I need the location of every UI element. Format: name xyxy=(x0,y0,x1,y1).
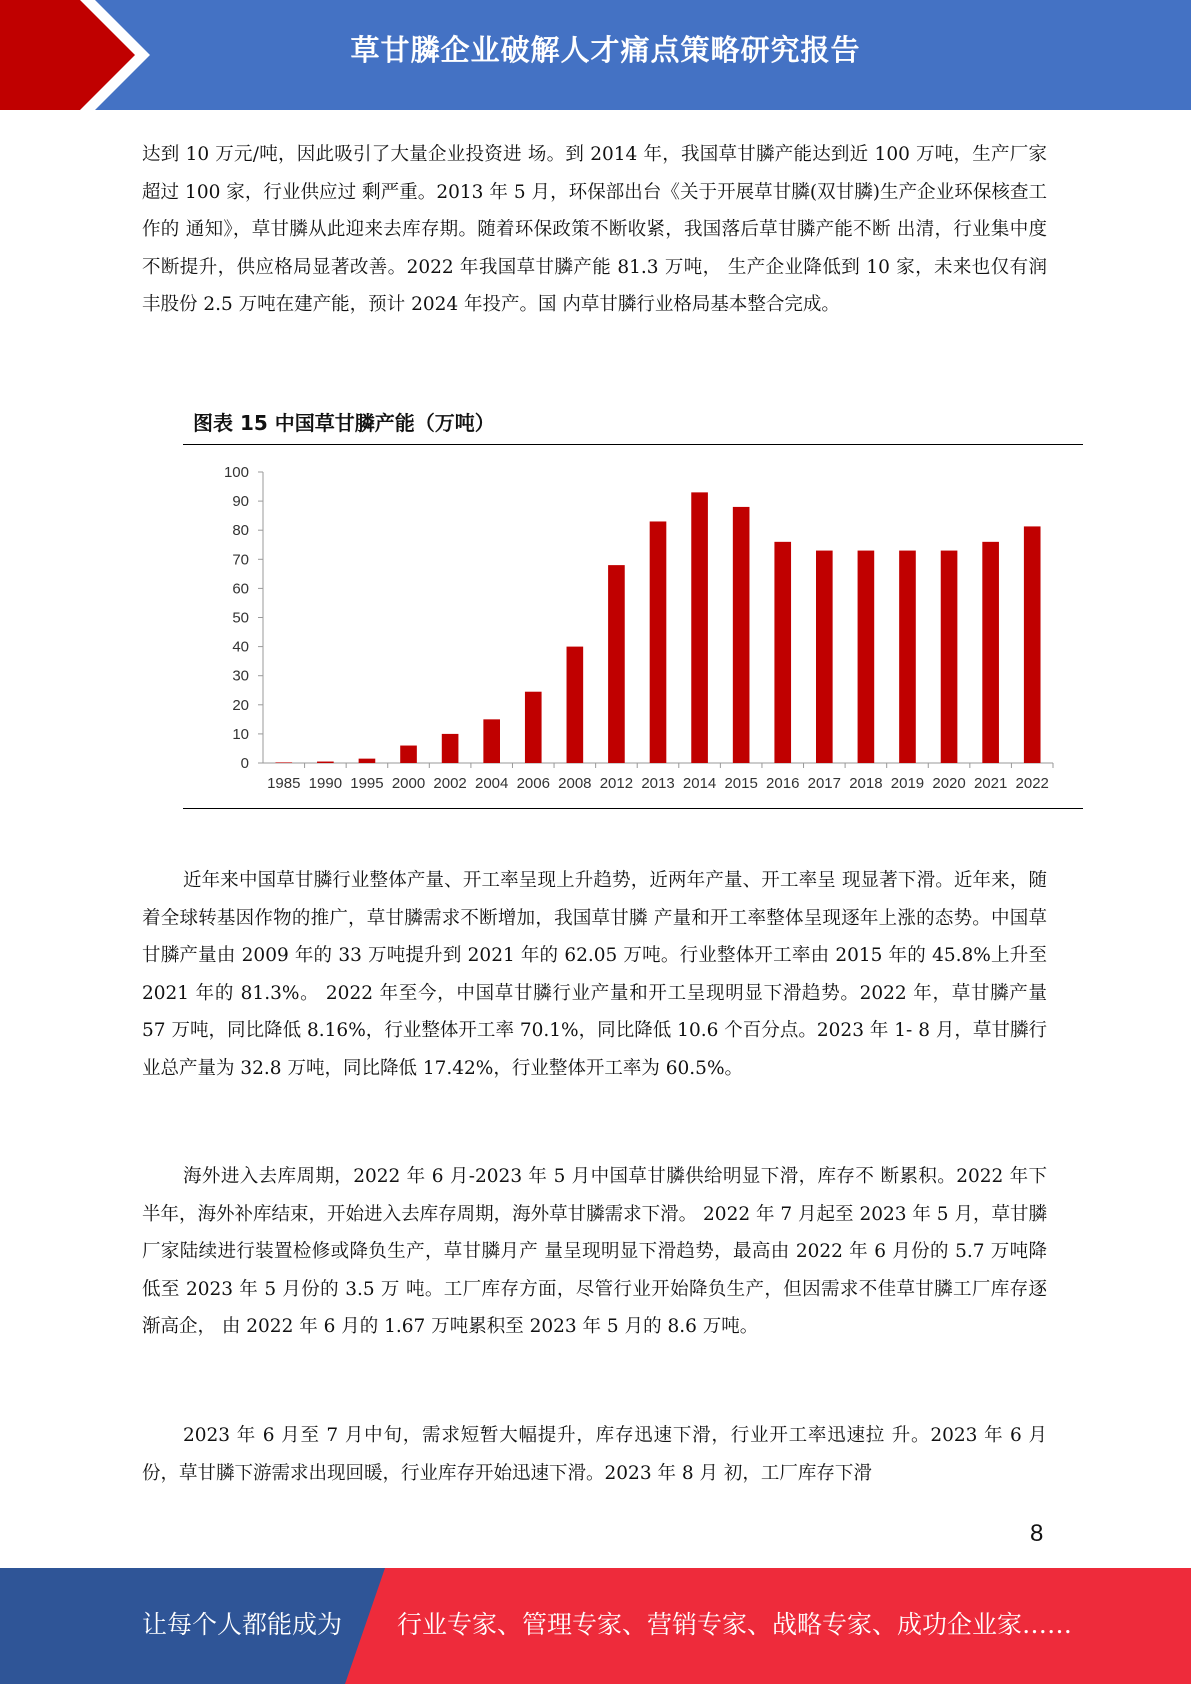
y-tick-label: 100 xyxy=(223,464,249,481)
bar-2022 xyxy=(1024,526,1041,763)
bar-2017 xyxy=(816,551,833,763)
x-tick-label: 1985 xyxy=(267,775,301,792)
bar-2014 xyxy=(691,492,708,763)
y-tick-label: 0 xyxy=(240,755,249,772)
bar-2012 xyxy=(608,565,625,763)
y-tick-label: 20 xyxy=(232,696,249,714)
footer-slogan-right: 行业专家、管理专家、营销专家、战略专家、成功企业家…… xyxy=(397,1610,1073,1639)
x-tick-label: 2019 xyxy=(890,775,925,792)
page-footer xyxy=(0,1568,1191,1684)
paragraph-4: 2023 年 6 月至 7 月中旬，需求短暂大幅提升，库存迅速下滑，行业开工率迅速拉 升。2023 年 6 月份，草甘膦下游需求出现回暖，行业库存开始迅速下滑。2023 年 8 月 初，工厂库存下滑 xyxy=(142,1425,1047,1484)
y-tick-label: 10 xyxy=(232,725,249,743)
x-tick-label: 1995 xyxy=(350,775,384,792)
y-tick-label: 80 xyxy=(232,522,249,540)
y-tick-label: 70 xyxy=(232,551,249,569)
page-number: 8 xyxy=(1030,1520,1044,1547)
chart-bottom-rule xyxy=(183,808,1083,809)
bar-2008 xyxy=(567,647,584,763)
bar-2002 xyxy=(442,734,459,763)
x-tick-label: 2008 xyxy=(558,775,592,792)
bar-2000 xyxy=(400,746,417,763)
x-tick-label: 2022 xyxy=(1015,775,1049,792)
chart-title: 图表 15 中国草甘膦产能（万吨） xyxy=(193,411,495,435)
x-tick-label: 2000 xyxy=(391,775,426,792)
x-tick-label: 2002 xyxy=(433,775,467,792)
y-tick-label: 50 xyxy=(232,609,249,627)
bar-1985 xyxy=(275,762,292,763)
report-title: 草甘膦企业破解人才痛点策略研究报告 xyxy=(350,33,861,67)
bar-2004 xyxy=(483,719,500,763)
y-tick-label: 30 xyxy=(232,667,249,685)
bar-2016 xyxy=(774,542,791,763)
x-tick-label: 2017 xyxy=(807,775,842,792)
x-tick-label: 2013 xyxy=(641,775,675,792)
bar-2021 xyxy=(982,542,999,763)
x-tick-label: 2012 xyxy=(599,775,634,792)
x-tick-label: 2006 xyxy=(516,775,550,792)
bar-2020 xyxy=(941,551,958,763)
paragraph-1: 达到 10 万元/吨，因此吸引了大量企业投资进 场。到 2014 年，我国草甘膦产能达到近 100 万吨，生产厂家超过 100 家，行业供应过 剩严重。2013 年 5 月，环保部出台《关于开展草甘膦(双甘膦)生产企业环保核查工作的 通知》，草甘膦从此迎来去库存期。随着环保政策不断收紧，我国落后草甘膦产能不断 出清，行业集中度不断提升，供应格局显著改善。2022 年我国草甘膦产能 81.3 万吨， 生产企业降低到 10 家，未来也仅有润丰股份 2.5 万吨在建产能，预计 2024 年投产。国 内草甘膦行业格局基本整合完成。 xyxy=(142,144,1047,315)
y-tick-label: 40 xyxy=(232,638,249,656)
x-tick-label: 1990 xyxy=(308,775,343,792)
paragraph-3: 海外进入去库周期，2022 年 6 月-2023 年 5 月中国草甘膦供给明显下滑，库存不 断累积。2022 年下半年，海外补库结束，开始进入去库存周期，海外草甘膦需求下滑。 2022 年 7 月起至 2023 年 5 月，草甘膦厂家陆续进行装置检修或降负生产，草甘膦月产 量呈现明显下滑趋势，最高由 2022 年 6 月份的 5.7 万吨降低至 2023 年 5 月份的 3.5 万 吨。工厂库存方面，尽管行业开始降负生产，但因需求不佳草甘膦工厂库存逐渐高企， 由 2022 年 6 月的 1.67 万吨累积至 2023 年 5 月的 8.6 万吨。 xyxy=(142,1166,1047,1337)
y-tick-label: 90 xyxy=(232,493,249,511)
y-tick-label: 60 xyxy=(232,580,249,598)
bar-2013 xyxy=(650,521,667,763)
page-header xyxy=(0,0,1191,110)
paragraph-2: 近年来中国草甘膦行业整体产量、开工率呈现上升趋势，近两年产量、开工率呈 现显著下滑。近年来，随着全球转基因作物的推广，草甘膦需求不断增加，我国草甘膦 产量和开工率整体呈现逐年上涨的态势。中国草甘膦产量由 2009 年的 33 万吨提升到 2021 年的 62.05 万吨。行业整体开工率由 2015 年的 45.8%上升至 2021 年的 81.3%。 2022 年至今，中国草甘膦行业产量和开工呈现明显下滑趋势。2022 年，草甘膦产量 57 万吨，同比降低 8.16%，行业整体开工率 70.1%，同比降低 10.6 个百分点。2023 年 1- 8 月，草甘膦行业总产量为 32.8 万吨，同比降低 17.42%，行业整体开工率为 60.5%。 xyxy=(142,870,1047,1079)
bar-2019 xyxy=(899,551,916,763)
bar-2015 xyxy=(733,507,750,763)
x-tick-label: 2016 xyxy=(766,775,800,792)
bar-2006 xyxy=(525,692,542,763)
bar-2018 xyxy=(858,551,875,763)
x-tick-label: 2014 xyxy=(682,775,717,792)
x-tick-label: 2018 xyxy=(849,775,883,792)
x-tick-label: 2021 xyxy=(973,775,1008,792)
x-tick-label: 2015 xyxy=(724,775,758,792)
bar-1990 xyxy=(317,762,334,763)
capacity-bar-chart xyxy=(183,452,1083,802)
bar-1995 xyxy=(359,759,376,763)
footer-slogan-left: 让每个人都能成为 xyxy=(142,1610,343,1639)
x-tick-label: 2020 xyxy=(932,775,966,792)
x-tick-label: 2004 xyxy=(474,775,509,792)
chart-top-rule xyxy=(183,444,1083,445)
